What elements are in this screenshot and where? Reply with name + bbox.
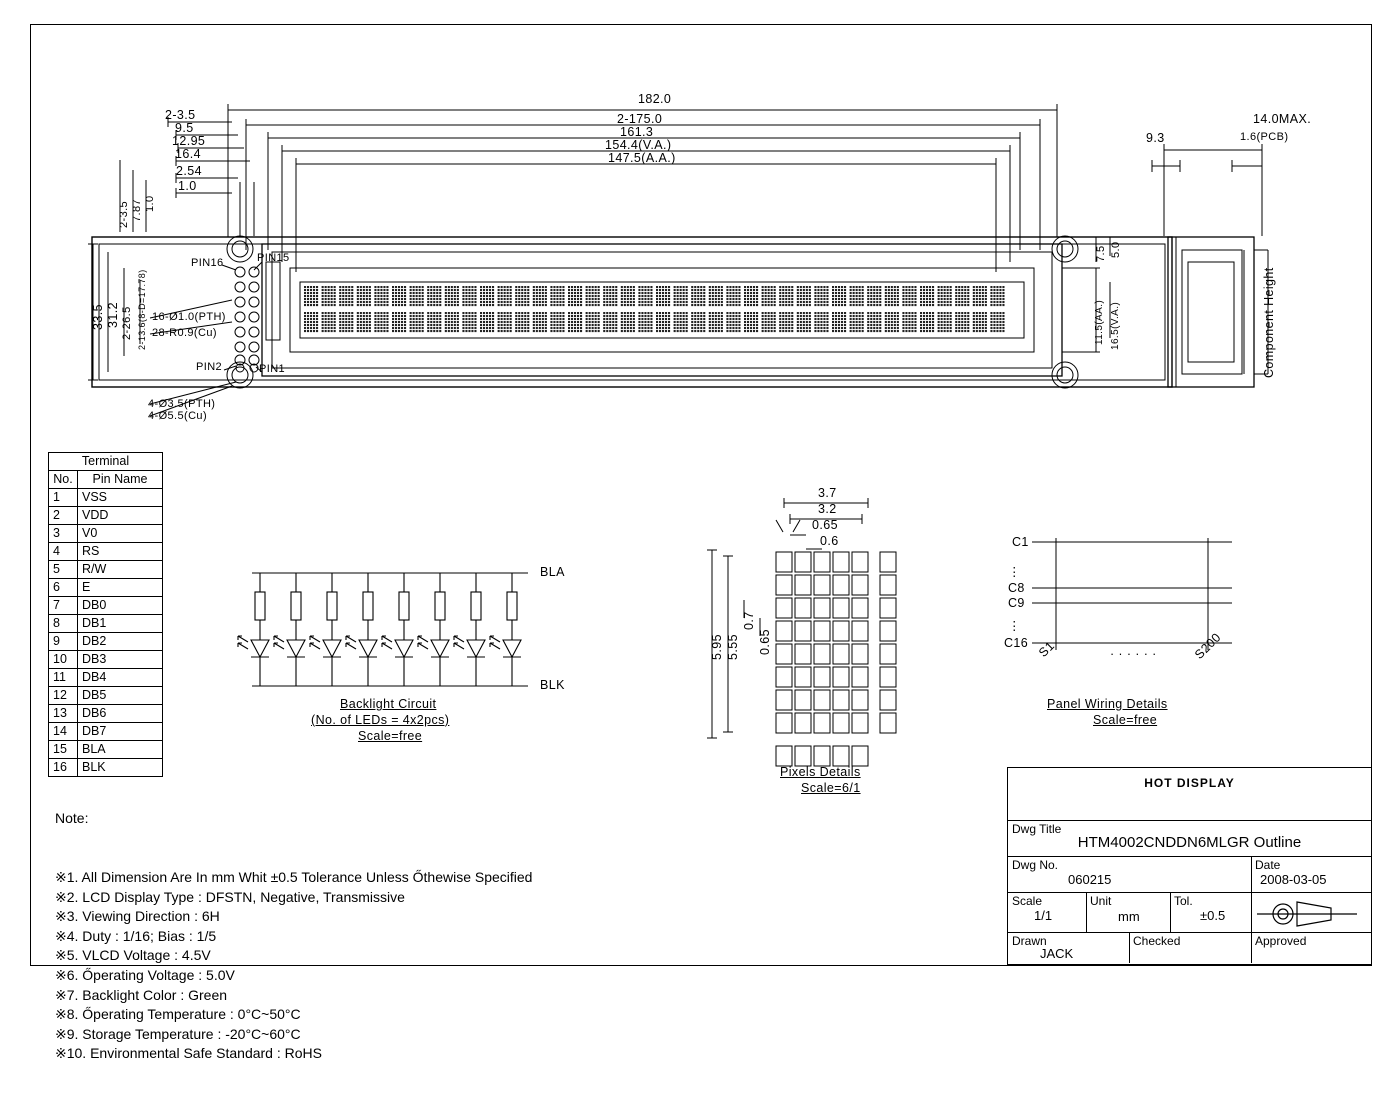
dim-vert-1_0: 1.0 — [144, 195, 156, 212]
wiring-caption-2: Scale=free — [1093, 713, 1158, 727]
header-pin-name: Pin Name — [78, 471, 163, 489]
wiring-s200: S200 — [1192, 630, 1224, 662]
note-item: ※6. Őperating Voltage : 5.0V — [55, 966, 235, 983]
dwg-no-value: 060215 — [1068, 872, 1112, 887]
wiring-dots-bottom: · · · · · · — [1110, 647, 1157, 661]
terminal-title: Terminal — [49, 453, 163, 471]
dim-7_5: 7.5 — [1095, 245, 1107, 262]
cell-no: 13 — [49, 705, 78, 723]
tol-value: ±0.5 — [1200, 908, 1226, 923]
table-row — [49, 687, 163, 705]
wiring-c8: C8 — [1008, 581, 1025, 595]
table-row — [49, 507, 163, 525]
dim-left-2-3_5: 2-3.5 — [165, 108, 196, 122]
cell-pin-name: VSS — [78, 489, 163, 507]
table-row — [49, 489, 163, 507]
pix-dim-3_2: 3.2 — [818, 502, 837, 516]
tol-label: Tol. — [1174, 894, 1193, 908]
dim-9_3: 9.3 — [1146, 131, 1165, 145]
table-row — [49, 597, 163, 615]
dim-5_0: 5.0 — [1110, 241, 1122, 258]
dim-2-26_5: 2-26.5 — [121, 306, 133, 340]
cell-no: 16 — [49, 759, 78, 777]
dwg-no-label: Dwg No. — [1012, 858, 1059, 872]
checked-label: Checked — [1133, 934, 1181, 948]
dwg-title-label: Dwg Title — [1012, 822, 1062, 836]
cell-no: 8 — [49, 615, 78, 633]
cell-no: 1 — [49, 489, 78, 507]
wiring-c9: C9 — [1008, 596, 1025, 610]
cell-no: 4 — [49, 543, 78, 561]
cell-pin-name: DB5 — [78, 687, 163, 705]
divider-dwgno-date — [1251, 856, 1252, 892]
divider-scale-unit — [1086, 892, 1087, 932]
table-row — [49, 615, 163, 633]
cell-pin-name: R/W — [78, 561, 163, 579]
label-blk: BLK — [540, 678, 565, 692]
dim-175: 2-175.0 — [617, 112, 663, 126]
unit-label: Unit — [1090, 894, 1112, 908]
drawn-label: Drawn — [1012, 934, 1047, 948]
cell-no: 12 — [49, 687, 78, 705]
wiring-c1: C1 — [1012, 535, 1029, 549]
table-row — [49, 669, 163, 687]
projection-symbol — [1253, 894, 1373, 934]
title-block — [1007, 767, 1372, 965]
label-pin2: PIN2 — [196, 361, 223, 373]
dim-2-13_6: 2-13.6(8-D=17.78) — [137, 269, 147, 350]
dim-147: 147.5(A.A.) — [608, 151, 676, 165]
table-row — [49, 561, 163, 579]
note-item: ※5. VLCD Voltage : 4.5V — [55, 947, 211, 964]
note-item: ※2. LCD Display Type : DFSTN, Negative, Transmissive — [55, 888, 405, 905]
dim-vert-7_87: 7.87 — [131, 198, 143, 222]
wiring-s1: S1 — [1036, 638, 1058, 660]
cell-pin-name: DB1 — [78, 615, 163, 633]
pix-dim-0_6: 0.6 — [820, 534, 839, 548]
pix-dim-3_7: 3.7 — [818, 486, 837, 500]
scale-value: 1/1 — [1034, 908, 1053, 923]
wiring-c16: C16 — [1004, 636, 1029, 650]
cell-no: 6 — [49, 579, 78, 597]
dim-left-9_5: 9.5 — [175, 121, 194, 135]
table-row — [49, 723, 163, 741]
divider-checked-approved — [1251, 932, 1252, 963]
cell-pin-name: DB3 — [78, 651, 163, 669]
cell-no: 2 — [49, 507, 78, 525]
dim-154: 154.4(V.A.) — [605, 138, 672, 152]
dim-31_2: 31.2 — [106, 302, 120, 328]
label-component-height: Component Height — [1262, 267, 1276, 378]
cell-no: 5 — [49, 561, 78, 579]
cell-pin-name: V0 — [78, 525, 163, 543]
table-row — [49, 633, 163, 651]
company-name: HOT DISPLAY — [1144, 776, 1235, 790]
dim-vert-2-3_5: 2-3.5 — [118, 200, 130, 228]
note-4-cu: 4-Ø5.5(Cu) — [148, 410, 208, 422]
notes-heading: Note: — [55, 810, 89, 827]
wiring-caption-1: Panel Wiring Details — [1047, 697, 1168, 711]
label-pin1: PIN1 — [259, 363, 286, 375]
pix-dim-5_95: 5.95 — [710, 634, 724, 660]
date-value: 2008-03-05 — [1260, 872, 1327, 887]
divider-tol-symbol — [1251, 892, 1252, 932]
cell-pin-name: DB7 — [78, 723, 163, 741]
note-item: ※1. All Dimension Are In mm Whit ±0.5 Tolerance Unless Őthewise Specified — [55, 868, 533, 885]
wiring-dots-left: ⋮ — [1008, 565, 1021, 579]
pix-dim-0_65: 0.65 — [812, 518, 838, 532]
cell-pin-name: BLK — [78, 759, 163, 777]
table-row — [49, 651, 163, 669]
cell-no: 14 — [49, 723, 78, 741]
dim-left-1_0: 1.0 — [178, 179, 197, 193]
dim-161: 161.3 — [620, 125, 654, 139]
cell-no: 3 — [49, 525, 78, 543]
cell-pin-name: E — [78, 579, 163, 597]
table-header-row — [49, 471, 163, 489]
note-16-pth: 16-Ø1.0(PTH) — [152, 311, 226, 323]
cell-pin-name: DB4 — [78, 669, 163, 687]
pix-dim-0_65: 0.65 — [758, 629, 772, 655]
cell-pin-name: DB6 — [78, 705, 163, 723]
table-title-row — [49, 453, 163, 471]
backlight-caption-2: (No. of LEDs = 4x2pcs) — [311, 713, 450, 727]
note-item: ※9. Storage Temperature : -20°C~60°C — [55, 1025, 301, 1042]
note-item: ※7. Backlight Color : Green — [55, 986, 228, 1003]
cell-pin-name: VDD — [78, 507, 163, 525]
cell-no: 7 — [49, 597, 78, 615]
dim-14-max: 14.0MAX. — [1253, 112, 1312, 126]
backlight-caption-1: Backlight Circuit — [340, 697, 437, 711]
notes-block — [55, 770, 532, 1103]
backlight-caption-3: Scale=free — [358, 729, 423, 743]
cell-pin-name: RS — [78, 543, 163, 561]
cell-no: 9 — [49, 633, 78, 651]
date-label: Date — [1255, 858, 1281, 872]
note-item: ※8. Őperating Temperature : 0°C~50°C — [55, 1006, 301, 1023]
table-row — [49, 543, 163, 561]
character-dots — [304, 286, 1005, 332]
note-28-cu: 28-R0.9(Cu) — [152, 327, 217, 339]
pixels-caption-2: Scale=6/1 — [801, 781, 861, 795]
table-row — [49, 525, 163, 543]
header-no: No. — [49, 471, 78, 489]
table-row — [49, 741, 163, 759]
note-item: ※10. Environmental Safe Standard : RoHS — [55, 1045, 322, 1062]
cell-no: 15 — [49, 741, 78, 759]
dwg-title-value: HTM4002CNDDN6MLGR Outline — [1077, 834, 1302, 851]
note-item: ※3. Viewing Direction : 6H — [55, 908, 220, 925]
dim-left-2_54: 2.54 — [176, 164, 202, 178]
scale-label: Scale — [1012, 894, 1043, 908]
cell-pin-name: DB0 — [78, 597, 163, 615]
label-pin16: PIN16 — [191, 257, 224, 269]
cell-pin-name: BLA — [78, 741, 163, 759]
label-pin15: PIN15 — [257, 252, 290, 264]
drawn-value: JACK — [1040, 946, 1074, 961]
approved-label: Approved — [1255, 934, 1307, 948]
cell-no: 11 — [49, 669, 78, 687]
dim-left-12_95: 12.95 — [172, 134, 206, 148]
dim-182: 182.0 — [638, 92, 672, 106]
note-item: ※4. Duty : 1/16; Bias : 1/5 — [55, 927, 217, 944]
pixels-caption-1: Pixels Details — [780, 765, 861, 779]
wiring-dots-left-2: ⋮ — [1008, 619, 1021, 633]
label-bla: BLA — [540, 565, 565, 579]
divider-unit-tol — [1170, 892, 1171, 932]
note-4-pth: 4-Ø3.5(PTH) — [148, 398, 216, 410]
unit-value: mm — [1118, 909, 1140, 924]
dim-1_6-pcb: 1.6(PCB) — [1240, 131, 1289, 143]
table-row — [49, 705, 163, 723]
dim-16_5-va: 16.5(V.A.) — [1110, 301, 1121, 350]
divider-drawn-checked — [1129, 932, 1130, 963]
dim-33_5: 33.5 — [91, 304, 105, 330]
pix-dim-0_7: 0.7 — [742, 611, 756, 630]
pix-dim-5_55: 5.55 — [726, 634, 740, 660]
cell-no: 10 — [49, 651, 78, 669]
table-row — [49, 579, 163, 597]
dim-11_5-aa: 11.5(AA.) — [1094, 299, 1105, 345]
dim-left-16_4: 16.4 — [175, 147, 201, 161]
terminal-table — [48, 452, 163, 777]
cell-pin-name: DB2 — [78, 633, 163, 651]
